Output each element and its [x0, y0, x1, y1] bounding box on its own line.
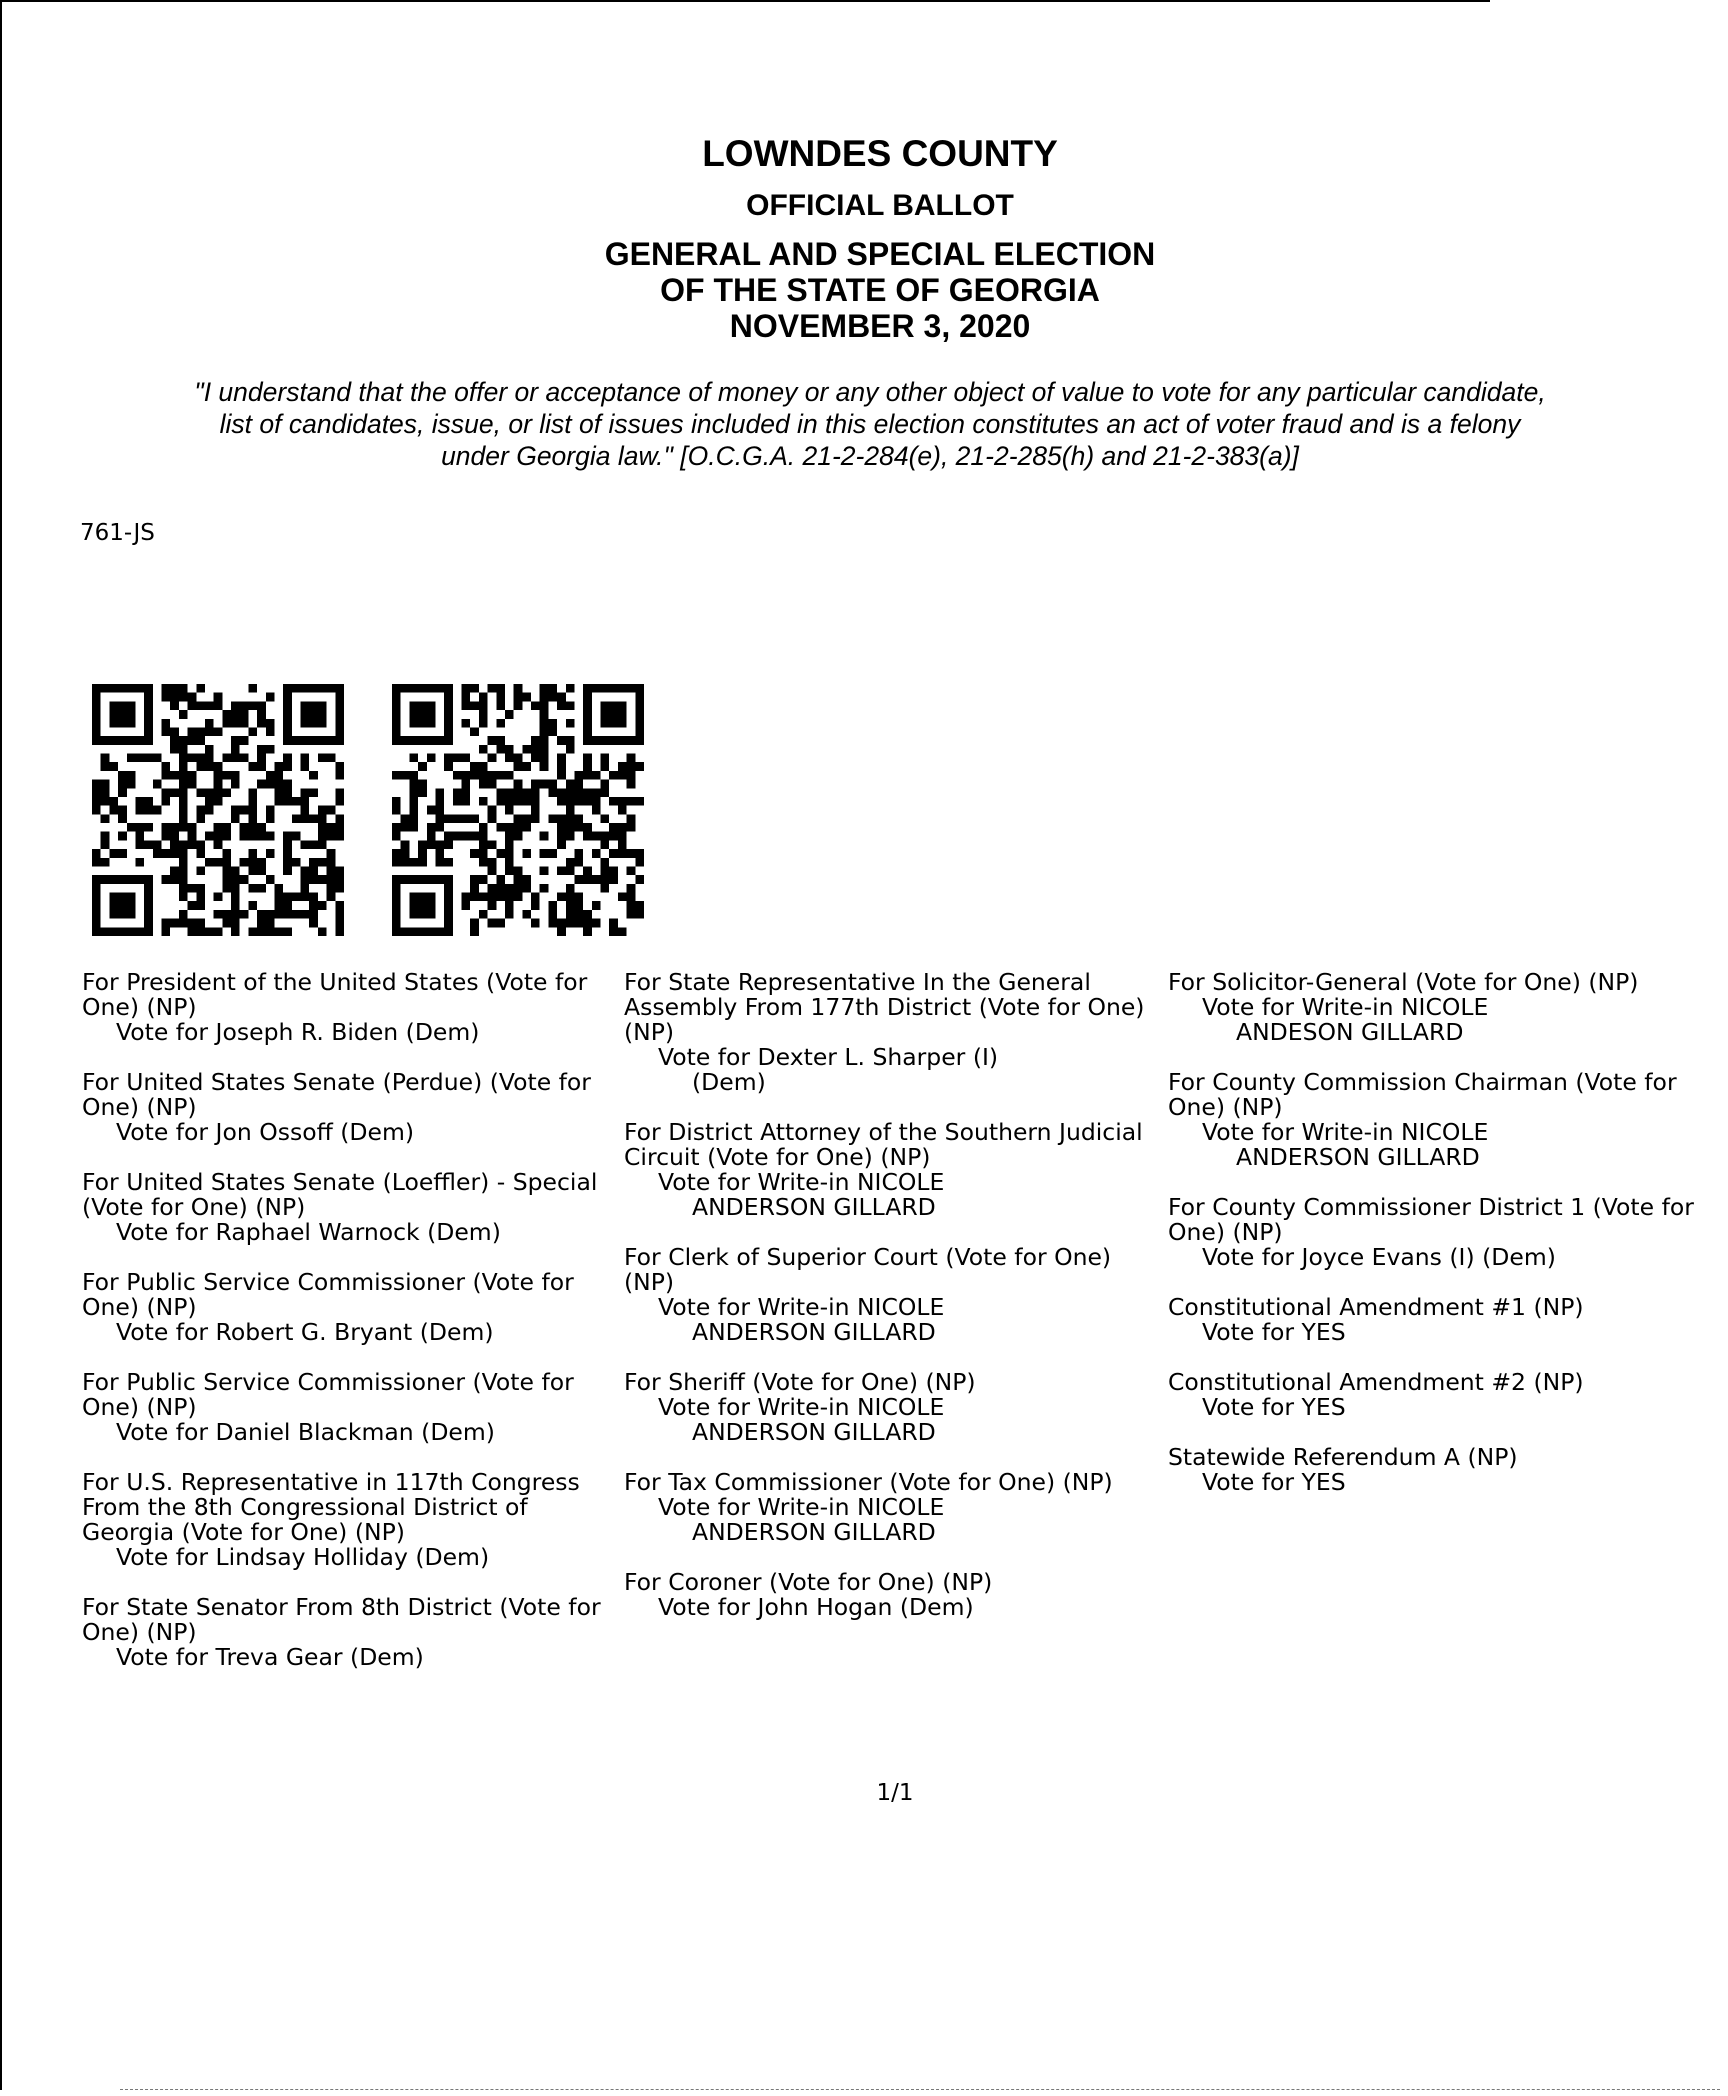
race-selection: [82, 1370, 602, 1445]
race-vote: Vote for Robert G. Bryant (Dem): [116, 1318, 494, 1346]
ballot-column-1: [82, 970, 602, 1695]
race-vote: Vote for Write-in NICOLE: [658, 1168, 945, 1196]
race-selection: [624, 1370, 1164, 1445]
race-selection: [624, 970, 1164, 1095]
race-vote-continued: ANDERSON GILLARD: [692, 1518, 936, 1546]
race-title: For Sheriff (Vote for One) (NP): [624, 1368, 976, 1396]
election-date: NOVEMBER 3, 2020: [729, 308, 1031, 344]
qr-code-icon: [380, 684, 656, 936]
race-vote: Vote for Joyce Evans (I) (Dem): [1202, 1243, 1556, 1271]
race-vote: Vote for YES: [1202, 1468, 1346, 1496]
race-selection: [82, 1170, 602, 1245]
race-selection: [82, 1595, 602, 1670]
race-selection: [82, 1270, 602, 1345]
qr-code-icon: [80, 684, 356, 936]
race-title: Statewide Referendum A (NP): [1168, 1443, 1518, 1471]
race-selection: [624, 1120, 1164, 1220]
race-vote: Vote for Write-in NICOLE: [1202, 1118, 1489, 1146]
race-vote: Vote for Write-in NICOLE: [658, 1293, 945, 1321]
race-vote-continued: (Dem): [692, 1068, 766, 1096]
election-title: [0, 236, 1728, 344]
race-title: For State Senator From 8th District (Vote for One) (NP): [82, 1593, 601, 1646]
race-title: For Tax Commissioner (Vote for One) (NP): [624, 1468, 1113, 1496]
oath-line-3: under Georgia law." [O.C.G.A. 21-2-284(e), 21-2-285(h) and 21-2-383(a)]: [441, 441, 1299, 471]
page-number: 1/1: [876, 1780, 914, 1806]
race-selection: [624, 1570, 1164, 1620]
race-vote: Vote for Jon Ossoff (Dem): [116, 1118, 415, 1146]
race-vote: Vote for Write-in NICOLE: [658, 1393, 945, 1421]
race-selection: [1168, 1295, 1723, 1345]
race-selection: [82, 970, 602, 1045]
race-vote-continued: ANDESON GILLARD: [1236, 1018, 1464, 1046]
ballot-type: OFFICIAL BALLOT: [746, 189, 1014, 222]
race-selection: [1168, 1445, 1723, 1495]
race-vote-continued: ANDERSON GILLARD: [692, 1318, 936, 1346]
race-vote: Vote for YES: [1202, 1393, 1346, 1421]
race-vote-continued: ANDERSON GILLARD: [692, 1418, 936, 1446]
race-vote-continued: ANDERSON GILLARD: [692, 1193, 936, 1221]
race-selection: [624, 1470, 1164, 1545]
race-title: For United States Senate (Loeffler) - Special (Vote for One) (NP): [82, 1168, 598, 1221]
race-selection: [1168, 1370, 1723, 1420]
race-vote-continued: ANDERSON GILLARD: [1236, 1143, 1480, 1171]
race-vote: Vote for YES: [1202, 1318, 1346, 1346]
race-selection: [82, 1070, 602, 1145]
oath-line-2: list of candidates, issue, or list of issues included in this election constitutes an act of voter fraud and is a felony: [219, 409, 1521, 439]
election-line-1: GENERAL AND SPECIAL ELECTION: [604, 236, 1156, 272]
voter-fraud-oath: [60, 376, 1680, 472]
race-vote: Vote for Daniel Blackman (Dem): [116, 1418, 495, 1446]
race-title: For County Commissioner District 1 (Vote for One) (NP): [1168, 1193, 1694, 1246]
race-selection: [624, 1245, 1164, 1345]
race-title: For State Representative In the General Assembly From 177th District (Vote for One) (NP): [624, 968, 1145, 1046]
race-title: For County Commission Chairman (Vote for One) (NP): [1168, 1068, 1677, 1121]
election-line-2: OF THE STATE OF GEORGIA: [660, 272, 1100, 308]
race-title: For Public Service Commissioner (Vote for One) (NP): [82, 1268, 574, 1321]
race-title: For Coroner (Vote for One) (NP): [624, 1568, 993, 1596]
race-title: For Public Service Commissioner (Vote for One) (NP): [82, 1368, 574, 1421]
race-vote: Vote for John Hogan (Dem): [658, 1593, 974, 1621]
race-selection: [1168, 1070, 1723, 1170]
race-vote: Vote for Lindsay Holliday (Dem): [116, 1543, 490, 1571]
ballot-header: [0, 130, 1728, 344]
county-title: LOWNDES COUNTY: [702, 133, 1058, 174]
scan-border-bottom: [120, 2089, 1720, 2090]
race-vote: Vote for Write-in NICOLE: [1202, 993, 1489, 1021]
ballot-column-2: [624, 970, 1164, 1645]
race-title: For Solicitor-General (Vote for One) (NP): [1168, 970, 1639, 996]
race-vote: Vote for Treva Gear (Dem): [116, 1643, 424, 1671]
race-title: For U.S. Representative in 117th Congress From the 8th Congressional District of Georgia (Vote for One) (NP): [82, 1468, 580, 1546]
race-vote: Vote for Write-in NICOLE: [658, 1493, 945, 1521]
race-vote: Vote for Raphael Warnock (Dem): [116, 1218, 501, 1246]
race-title: For Clerk of Superior Court (Vote for One) (NP): [624, 1243, 1112, 1296]
ballot-style-code: 761-JS: [80, 520, 155, 546]
scan-border-top: [0, 0, 1490, 2]
race-vote: Vote for Joseph R. Biden (Dem): [116, 1018, 480, 1046]
ballot-column-3: [1168, 970, 1723, 1520]
race-title: For President of the United States (Vote for One) (NP): [82, 968, 588, 1021]
race-selection: [82, 1470, 602, 1570]
race-title: For District Attorney of the Southern Judicial Circuit (Vote for One) (NP): [624, 1118, 1143, 1171]
race-vote: Vote for Dexter L. Sharper (I): [658, 1043, 999, 1071]
race-selection: [1168, 970, 1723, 1045]
oath-line-1: "I understand that the offer or acceptance of money or any other object of value to vote for any particular candidate,: [194, 377, 1546, 407]
race-title: Constitutional Amendment #1 (NP): [1168, 1293, 1584, 1321]
race-title: Constitutional Amendment #2 (NP): [1168, 1368, 1584, 1396]
race-selection: [1168, 1195, 1723, 1270]
race-title: For United States Senate (Perdue) (Vote for One) (NP): [82, 1068, 591, 1121]
